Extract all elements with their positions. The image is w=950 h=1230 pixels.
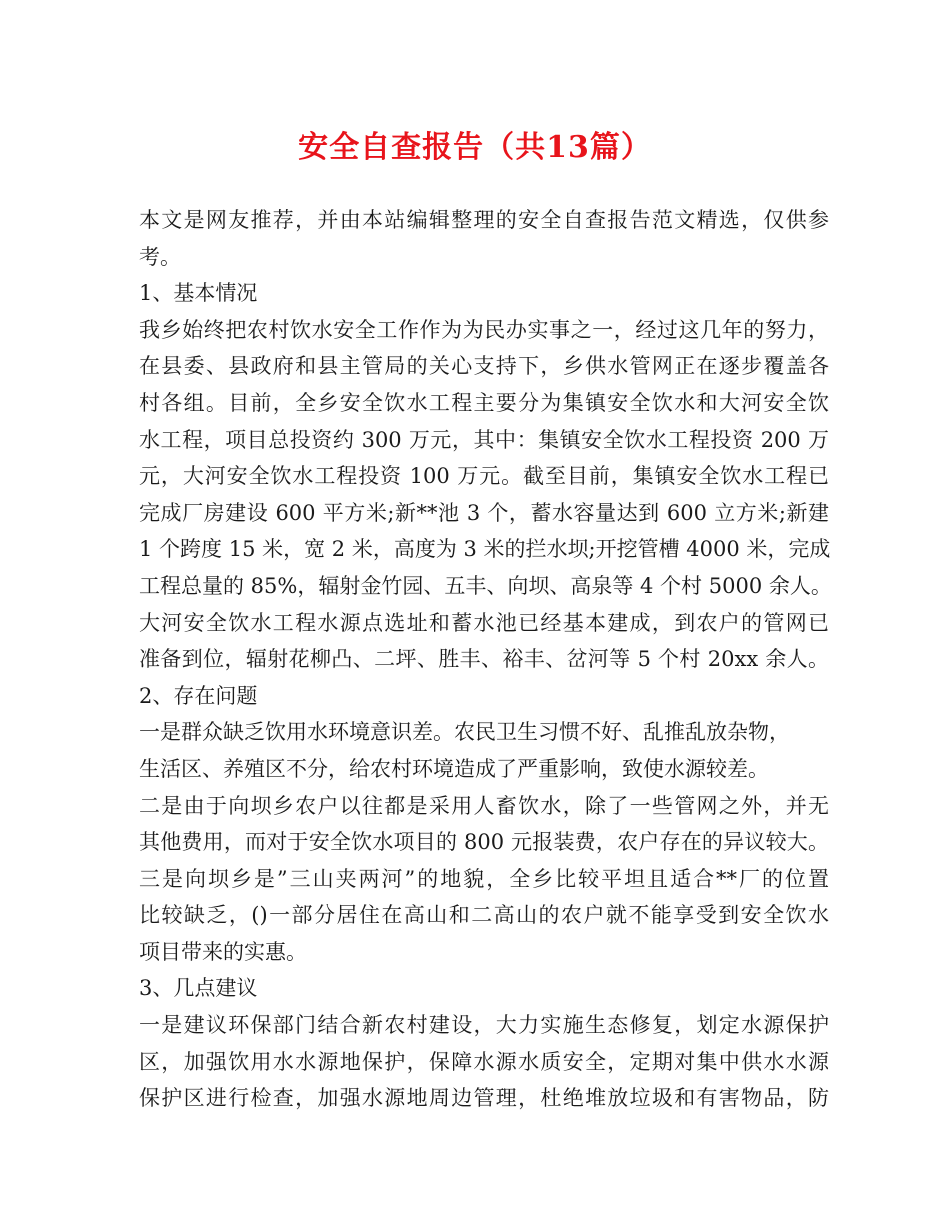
body-line: 一是群众缺乏饮用水环境意识差。农民卫生习惯不好、乱推乱放杂物，: [139, 720, 790, 745]
section-heading: 3、几点建议: [139, 976, 258, 1001]
body-line: 三是向坝乡是”三山夹两河”的地貌，全乡比较平坦且适合**厂的位置: [139, 866, 829, 891]
body-line: 元，大河安全饮水工程投资 100 万元。截至目前，集镇安全饮水工程已: [139, 464, 829, 489]
body-line: 其他费用，而对于安全饮水项目的 800 元报装费，农户存在的异议较大。: [139, 830, 829, 855]
body-line: 工程总量的 85%，辐射金竹园、五丰、向坝、高泉等 4 个村 5000 余人。: [139, 573, 832, 598]
body-line: 本文是网友推荐，并由本站编辑整理的安全自查报告范文精选，仅供参: [139, 208, 829, 232]
body-line: 生活区、养殖区不分，给农村环境造成了严重影响，致使水源较差。: [139, 756, 769, 781]
section-heading: 1、基本情况: [139, 281, 258, 306]
body-line: 比较缺乏，()一部分居住在高山和二高山的农户就不能享受到安全饮水: [139, 903, 829, 928]
body-line: 完成厂房建设 600 平方米;新**池 3 个，蓄水容量达到 600 立方米;新建: [139, 500, 829, 525]
body-line: 项目带来的实惠。: [139, 939, 307, 964]
body-line: 一是建议环保部门结合新农村建设，大力实施生态修复，划定水源保护: [139, 1013, 829, 1038]
body-line: 保护区进行检查，加强水源地周边管理，杜绝堆放垃圾和有害物品，防: [139, 1086, 829, 1111]
body-line: 二是由于向坝乡农户以往都是采用人畜饮水，除了一些管网之外，并无: [139, 793, 829, 818]
body-line: 1 个跨度 15 米，宽 2 米，高度为 3 米的拦水坝;开挖管槽 4000 米，完成: [139, 537, 831, 562]
section-heading: 2、存在问题: [139, 683, 258, 708]
body-line: 区，加强饮用水水源地保护，保障水源水质安全，定期对集中供水水源: [139, 1049, 829, 1074]
body-line: 在县委、县政府和县主管局的关心支持下，乡供水管网正在逐步覆盖各: [139, 354, 829, 379]
body-line: 大河安全饮水工程水源点选址和蓄水池已经基本建成，到农户的管网已: [139, 610, 829, 635]
body-line: 水工程，项目总投资约 300 万元，其中：集镇安全饮水工程投资 200 万: [139, 427, 829, 452]
body-line: 准备到位，辐射花柳凸、二坪、胜丰、裕丰、岔河等 5 个村 20xx 余人。: [139, 647, 829, 672]
body-line: 我乡始终把农村饮水安全工作作为为民办实事之一，经过这几年的努力，: [139, 317, 829, 342]
document-body: [139, 202, 832, 1117]
body-line: 考。: [139, 244, 181, 269]
body-line: 村各组。目前，全乡安全饮水工程主要分为集镇安全饮水和大河安全饮: [139, 390, 829, 415]
document-title: 安全自查报告（共13篇）: [298, 130, 652, 165]
